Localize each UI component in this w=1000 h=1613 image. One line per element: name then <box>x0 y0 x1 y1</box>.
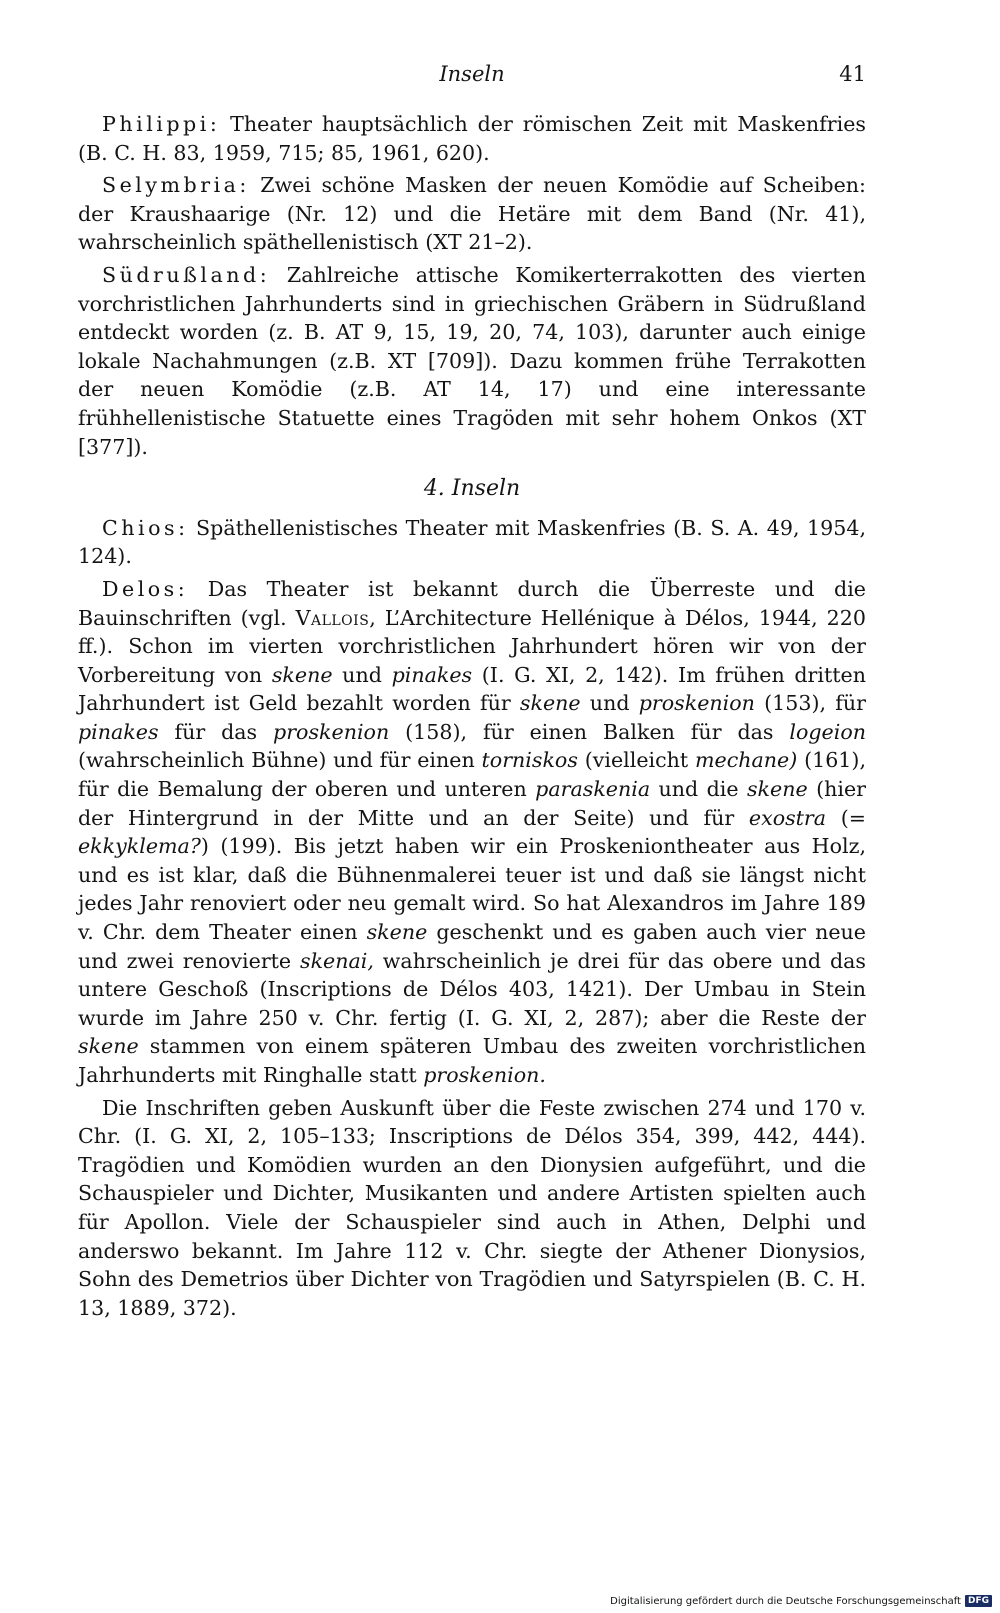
text-run: (wahrscheinlich Bühne) und für einen <box>78 748 482 773</box>
greek-term: pinakes <box>391 662 473 687</box>
text-run: Das Theater ist bekannt durch die Überreste und die Bauinschriften (vgl. <box>78 576 866 630</box>
paragraph-delos <box>78 575 866 1090</box>
paragraph-text: Zwei schöne Masken der neuen Komödie auf Scheiben: der Kraushaarige (Nr. 12) und die Hetäre mit dem Band (Nr. 41), wahrscheinlich späthellenistisch (XT 21–2). <box>78 173 866 255</box>
text-run: und <box>580 691 639 716</box>
text-run: ) (199). Bis jetzt haben wir ein Proskeniontheater aus Holz, und es ist klar, daß die Bühnenmalerei teuer ist und daß sie längst nicht jedes Jahr renoviert oder neu gemalt wird. So hat Alexandros im Jahre 189 v. Chr. dem Theater einen <box>78 834 866 945</box>
greek-term: skene <box>78 1034 139 1059</box>
text-run: wahrscheinlich je drei für das obere und das untere Geschoß (Inscriptions de Délos 403, 1421). Der Umbau in Stein wurde im Jahre 250 v. Chr. fertig (I. G. XI, 2, 287); aber die Reste der <box>78 948 866 1030</box>
text-run: (vielleicht <box>577 748 695 773</box>
place-name: Delos: <box>102 576 189 601</box>
paragraph-selymbria <box>78 171 866 257</box>
text-run: (= <box>826 805 866 830</box>
text-run: stammen von einem späteren Umbau des zweiten vorchristlichen Jahrhunderts mit Ringhalle statt <box>78 1034 866 1087</box>
greek-term: proskenion <box>638 691 755 716</box>
credit-text: Digitalisierung gefördert durch die Deutsche Forschungsgemeinschaft <box>610 1595 961 1607</box>
body-text <box>78 110 866 1326</box>
text-run: , L’Architecture Hellénique à Délos, 1944, 220 ff.). Schon im vierten vorchristlichen Jahrhundert hören wir von der Vorbereitung von <box>78 605 866 687</box>
paragraph-philippi <box>78 110 866 167</box>
greek-term: mechane) <box>694 748 798 773</box>
digitization-credit <box>610 1595 992 1607</box>
greek-term: paraskenia <box>535 777 651 802</box>
greek-term: skene <box>519 691 581 716</box>
text-run: (153), für <box>754 691 866 716</box>
text-run: (161), für die Bemalung der oberen und unteren <box>78 748 866 802</box>
text-run: (158), für einen Balken für das <box>389 719 790 744</box>
author-name: Vallois <box>295 605 370 630</box>
text-run: und die <box>650 777 747 802</box>
paragraph-chios <box>78 514 866 571</box>
greek-term: torniskos <box>481 748 578 773</box>
text-run: (hier der Hintergrund in der Mitte und an der Seite) und für <box>78 777 866 830</box>
paragraph-inscriptions: Die Inschriften geben Auskunft über die Feste zwischen 274 und 170 v. Chr. (I. G. XI, 2, 105–133; Inscriptions de Délos 354, 399, 442, 444). Tragödien und Komödien wurden an den Dionysien aufgeführt, und die Schauspieler und Dichter, Musikanten und andere Artisten spielten auch für Apollon. Viele der Schauspieler sind auch in Athen, Delphi und anderswo bekannt. Im Jahre 112 v. Chr. siegte der Athener Dionysios, Sohn des Demetrios über Dichter von Tragödien und Satyrspielen (B. C. H. 13, 1889, 372). <box>78 1095 866 1320</box>
section-heading: 4. Inseln <box>423 476 521 502</box>
greek-term: skene <box>271 662 333 687</box>
paragraph-suedrussland <box>78 261 866 461</box>
greek-term: skenai, <box>300 948 374 973</box>
greek-term: skene <box>366 920 428 945</box>
greek-term: skene <box>746 777 808 802</box>
place-name: Philippi: <box>102 112 221 136</box>
dfg-logo-icon: DFG <box>965 1595 992 1607</box>
paragraph-text: Zahlreiche attische Komikerterrakotten des vierten vorchristlichen Jahrhunderts sind in griechischen Gräbern in Südrußland entdeckt worden (z. B. AT 9, 15, 19, 20, 74, 103), darunter auch einige lokale Nachahmungen (z.B. XT [709]). Dazu kommen frühe Terrakotten der neuen Komödie (z.B. AT 14, 17) und eine interessante frühhellenistische Statuette eines Tragöden mit sehr hohem Onkos (XT [377]). <box>78 262 866 459</box>
greek-term: logeion <box>789 719 866 744</box>
greek-term: pinakes <box>78 719 159 744</box>
text-run: geschenkt und es gaben auch vier neue und zwei renovierte <box>78 920 866 973</box>
page-number: 41 <box>839 62 866 86</box>
place-name: Südrußland: <box>102 262 271 287</box>
running-head <box>78 62 866 92</box>
greek-term: ekkyklema? <box>78 834 201 859</box>
greek-term: proskenion. <box>423 1063 546 1087</box>
text-run: für das <box>158 719 274 744</box>
text-run: und <box>332 662 392 687</box>
text-run: (I. G. XI, 2, 142). Im frühen dritten Jahrhundert ist Geld bezahlt worden für <box>78 662 866 716</box>
place-name: Chios: <box>102 515 189 540</box>
greek-term: proskenion <box>273 719 390 744</box>
paragraph-text: Späthellenistisches Theater mit Maskenfries (B. S. A. 49, 1954, 124). <box>78 515 866 569</box>
place-name: Selymbria: <box>102 173 250 198</box>
running-head-title: Inseln <box>439 62 505 86</box>
paragraph-text: Theater hauptsächlich der römischen Zeit mit Maskenfries (B. C. H. 83, 1959, 715; 85, 1961, 620). <box>78 112 866 165</box>
greek-term: exostra <box>748 805 827 830</box>
